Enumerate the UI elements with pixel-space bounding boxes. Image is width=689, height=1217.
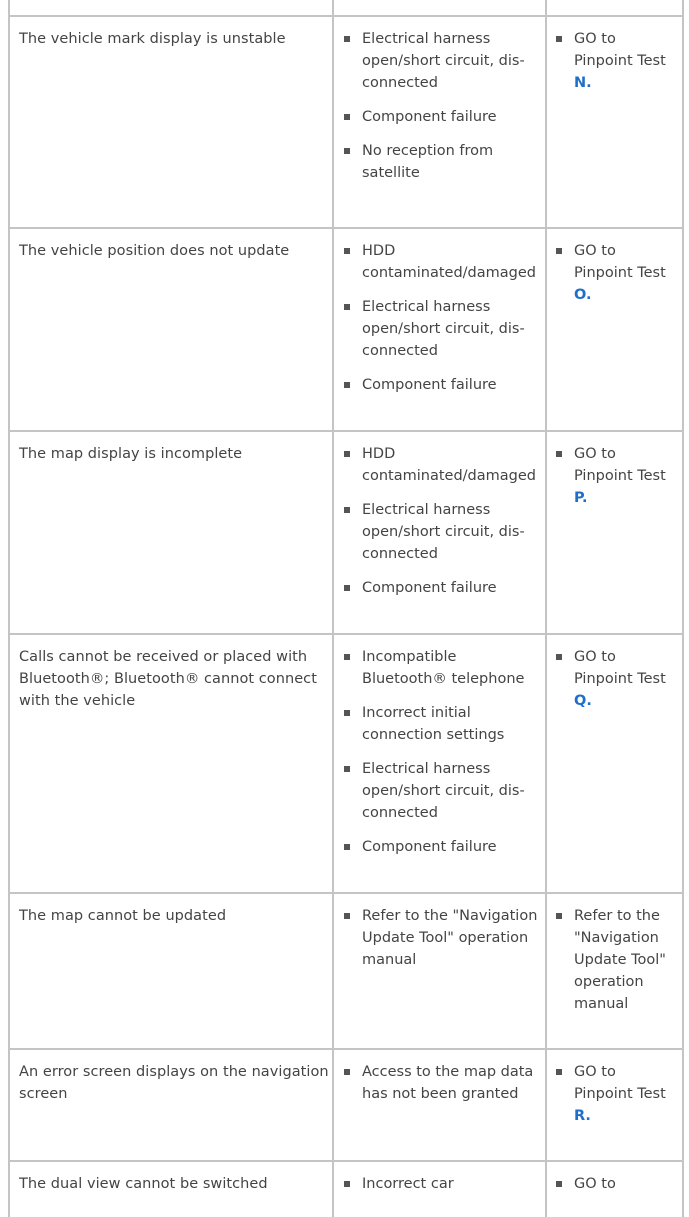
symptom-text: An error screen displays on the navigation screen: [19, 1064, 329, 1102]
cause-item: Component failure: [340, 374, 538, 396]
cause-item: Component failure: [340, 577, 538, 599]
pinpoint-test-link[interactable]: N.: [574, 75, 592, 91]
action-text: GO to Pinpoint Test: [574, 1064, 666, 1102]
symptom-cell: [8, 635, 333, 892]
action-item: [552, 1173, 678, 1195]
cause-cell: [333, 1162, 546, 1217]
action-text: GO to: [574, 1176, 616, 1192]
action-cell: [546, 1162, 684, 1217]
action-cell: [546, 635, 684, 892]
symptom-cell: [8, 432, 333, 633]
action-text: GO to Pinpoint Test: [574, 446, 666, 484]
cause-list: [340, 1173, 538, 1195]
table-row: [8, 227, 684, 430]
action-list: [552, 1061, 678, 1127]
cause-item: Access to the map data has not been granted: [340, 1061, 538, 1105]
pinpoint-test-link[interactable]: Q.: [574, 693, 592, 709]
cause-item: Refer to the "Navigation Update Tool" operation manual: [340, 905, 538, 971]
symptom-cell: [8, 1162, 333, 1217]
cause-cell: [333, 17, 546, 227]
symptom-cell: [8, 894, 333, 1048]
action-item: [552, 240, 678, 306]
cause-list: [340, 240, 538, 396]
pinpoint-test-link[interactable]: R.: [574, 1108, 591, 1124]
table-row: [8, 1048, 684, 1160]
symptom-text: The dual view cannot be switched: [19, 1176, 268, 1192]
cause-cell: [333, 635, 546, 892]
symptom-cell: [8, 229, 333, 430]
cause-item: Incorrect car: [340, 1173, 538, 1195]
action-item: [552, 905, 678, 1015]
action-list: [552, 443, 678, 509]
table-row: [8, 633, 684, 892]
table-row: [8, 892, 684, 1048]
cause-cell: [333, 894, 546, 1048]
action-item: [552, 28, 678, 94]
action-list: [552, 905, 678, 1015]
cause-cell: [333, 229, 546, 430]
cause-cell: [333, 432, 546, 633]
cause-item: Electrical harness open/short circuit, dis- connected: [340, 296, 538, 362]
action-item: [552, 646, 678, 712]
action-cell: [546, 1050, 684, 1160]
cause-item: No reception from satellite: [340, 140, 538, 184]
cause-item: Incorrect initial connection settings: [340, 702, 538, 746]
pinpoint-test-link[interactable]: O.: [574, 287, 592, 303]
action-cell: [546, 894, 684, 1048]
action-text: GO to Pinpoint Test: [574, 649, 666, 687]
symptom-text: The map display is incomplete: [19, 446, 243, 462]
symptom-cell: [8, 1050, 333, 1160]
cause-item: Component failure: [340, 836, 538, 858]
action-list: [552, 646, 678, 712]
action-item: [552, 443, 678, 509]
symptom-text: The vehicle position does not update: [19, 243, 290, 259]
action-text: GO to Pinpoint Test: [574, 31, 666, 69]
action-cell: [546, 432, 684, 633]
cause-item: HDD contaminated/damaged: [340, 240, 538, 284]
symptom-text: Calls cannot be received or placed with Bluetooth®; Bluetooth® cannot connect with the vehicle: [19, 649, 317, 709]
cause-list: [340, 905, 538, 971]
cause-item: Electrical harness open/short circuit, dis- connected: [340, 499, 538, 565]
cause-list: [340, 443, 538, 599]
action-cell: [546, 229, 684, 430]
cause-item: Electrical harness open/short circuit, dis- connected: [340, 28, 538, 94]
symptom-text: The vehicle mark display is unstable: [19, 31, 286, 47]
table-row: [8, 1160, 684, 1217]
table-row: [8, 430, 684, 633]
action-list: [552, 1173, 678, 1195]
cause-item: Incompatible Bluetooth® telephone: [340, 646, 538, 690]
action-item: [552, 1061, 678, 1127]
cause-item: HDD contaminated/damaged: [340, 443, 538, 487]
table-row: [8, 15, 684, 227]
cause-list: [340, 1061, 538, 1105]
action-text: Refer to the "Navigation Update Tool" operation manual: [574, 908, 666, 1012]
action-list: [552, 28, 678, 94]
action-list: [552, 240, 678, 306]
pinpoint-test-link[interactable]: P.: [574, 490, 588, 506]
cause-list: [340, 646, 538, 858]
symptom-cell: [8, 17, 333, 227]
cause-list: [340, 28, 538, 184]
action-text: GO to Pinpoint Test: [574, 243, 666, 281]
action-cell: [546, 17, 684, 227]
symptom-text: The map cannot be updated: [19, 908, 227, 924]
cause-item: Component failure: [340, 106, 538, 128]
cause-item: Electrical harness open/short circuit, dis- connected: [340, 758, 538, 824]
cause-cell: [333, 1050, 546, 1160]
